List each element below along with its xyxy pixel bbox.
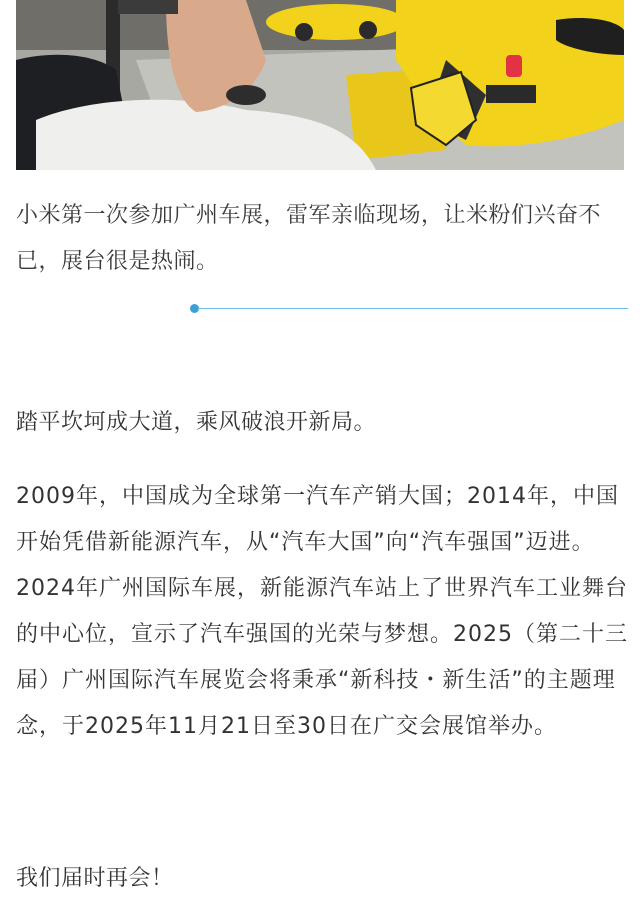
photo-caption: 小米第一次参加广州车展，雷军亲临现场，让米粉们兴奋不已，展台很是热闹。 bbox=[16, 203, 602, 274]
car-show-photo bbox=[16, 0, 624, 170]
slogan-paragraph: 踏平坎坷成大道，乘风破浪开新局。 bbox=[16, 410, 377, 435]
section-divider bbox=[190, 304, 630, 314]
history-paragraph: 2009年，中国成为全球第一汽车产销大国；2014年，中国开始凭借新能源汽车，从“汽车大国”向“汽车强国”迈进。2024年广州国际车展，新能源汽车站上了世界汽车工业舞台的中心位，宣示了汽车强国的光荣与梦想。2025（第二十三届）广州国际汽车展览会将秉承“新科技・新生活”的主题理念，于2025年11月21日至30日在广交会展馆举办。 bbox=[16, 484, 628, 739]
car-show-photo-illustration bbox=[16, 0, 624, 170]
closing-paragraph: 我们届时再会！ bbox=[16, 866, 174, 891]
divider-line bbox=[198, 308, 628, 309]
